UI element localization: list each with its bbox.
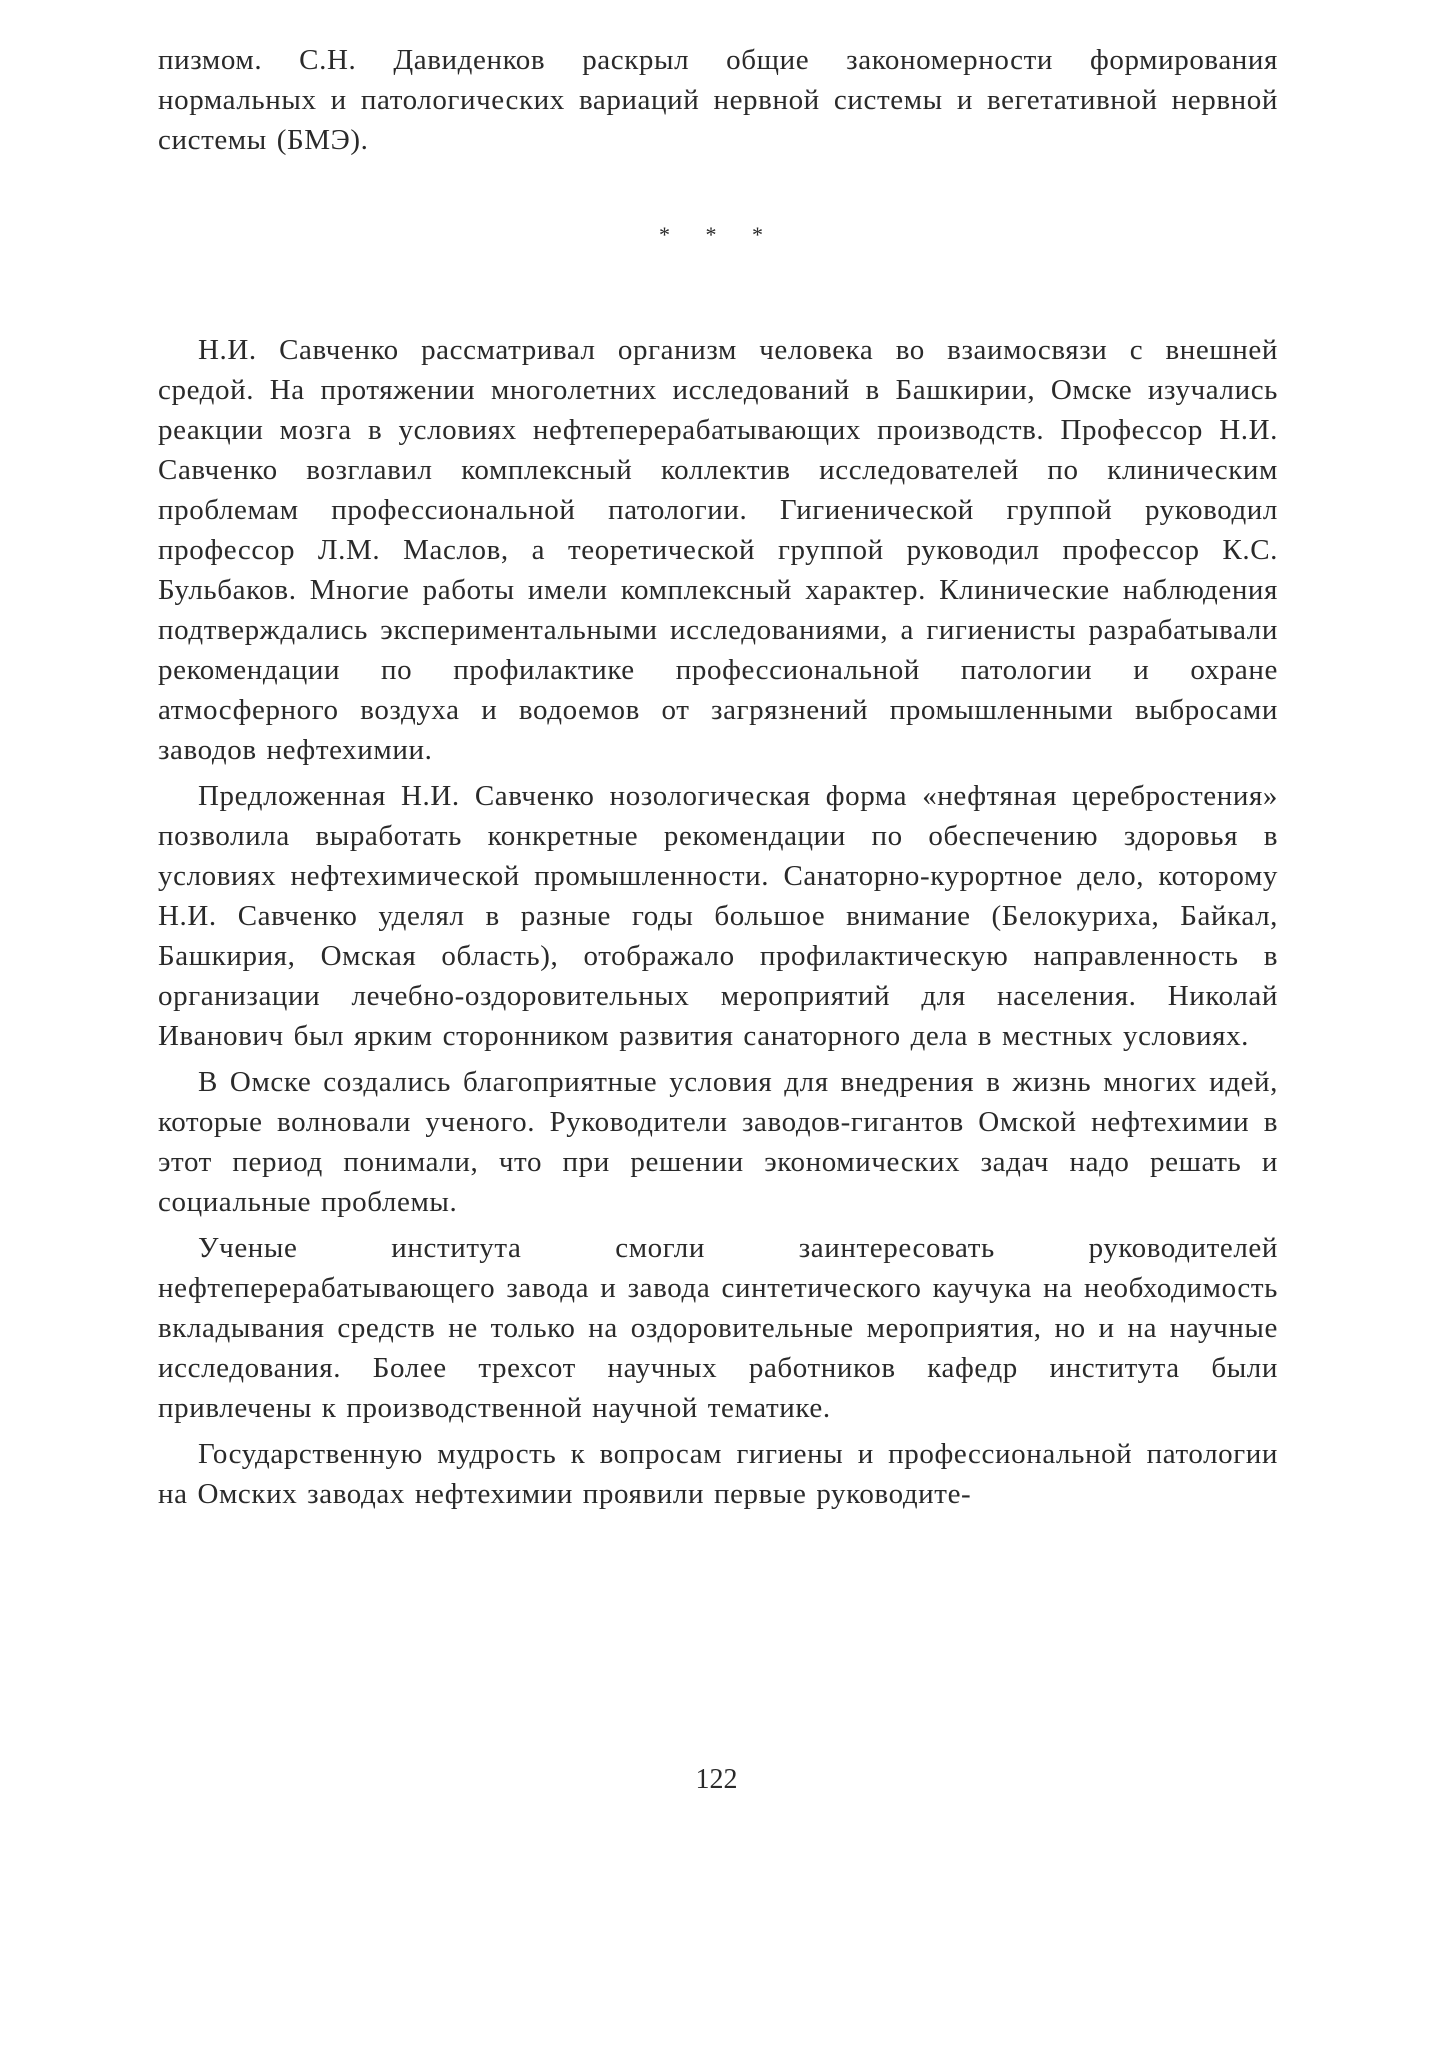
paragraph-omsk-conditions: В Омске создались благоприятные условия для внедрения в жизнь многих идей, которые волновали ученого. Руководители заводов-гигантов Омской нефтехимии в этот период понимали, что при решении экономических задач надо решать и социальные проблемы. xyxy=(158,1066,1278,1218)
paragraph-institute-scientists: Ученые института смогли заинтересовать руководителей нефтеперерабатывающего завода и завода синтетического каучука на необходимость вкладывания средств не только на оздоровительные мероприятия, но и на научные исследования. Более трехсот научных работников кафедр института были привлечены к производственной научной тематике. xyxy=(158,1232,1278,1424)
page-number: 122 xyxy=(695,1764,738,1795)
intro-paragraph: пизмом. С.Н. Давиденков раскрыл общие закономерности формирования нормальных и патологических вариаций нервной системы и вегетативной нервной системы (БМЭ). xyxy=(158,44,1278,156)
paragraph-cerebrosthenia: Предложенная Н.И. Савченко нозологическая форма «нефтяная церебростения» позволила выработать конкретные рекомендации по обеспечению здоровья в условиях нефтехимической промышленности. Санаторно-курортное дело, которому Н.И. Савченко уделял в разные годы большое внимание (Белокуриха, Байкал, Башкирия, Омская область), отображало профилактическую направленность в организации лечебно-оздоровительных мероприятий для населения. Николай Иванович был ярким сторонником развития санаторного дела в местных условиях. xyxy=(158,780,1278,1052)
document-page xyxy=(158,40,1278,1514)
section-separator: * * * xyxy=(659,222,777,247)
paragraph-savchenko-research: Н.И. Савченко рассматривал организм человека во взаимосвязи с внешней средой. На протяжении многолетних исследований в Башкирии, Омске изучались реакции мозга в условиях нефтеперерабатывающих производств. Профессор Н.И. Савченко возглавил комплексный коллектив исследователей по клиническим проблемам профессиональной патологии. Гигиенической группой руководил профессор Л.М. Маслов, а теоретической группой руководил профессор К.С. Бульбаков. Многие работы имели комплексный характер. Клинические наблюдения подтверждались экспериментальными исследованиями, а гигиенисты разрабатывали рекомендации по профилактике профессиональной патологии и охране атмосферного воздуха и водоемов от загрязнений промышленными выбросами заводов нефтехимии. xyxy=(158,334,1278,766)
paragraph-state-wisdom: Государственную мудрость к вопросам гигиены и профессиональной патологии на Омских заводах нефтехимии проявили первые руководите- xyxy=(158,1438,1278,1510)
